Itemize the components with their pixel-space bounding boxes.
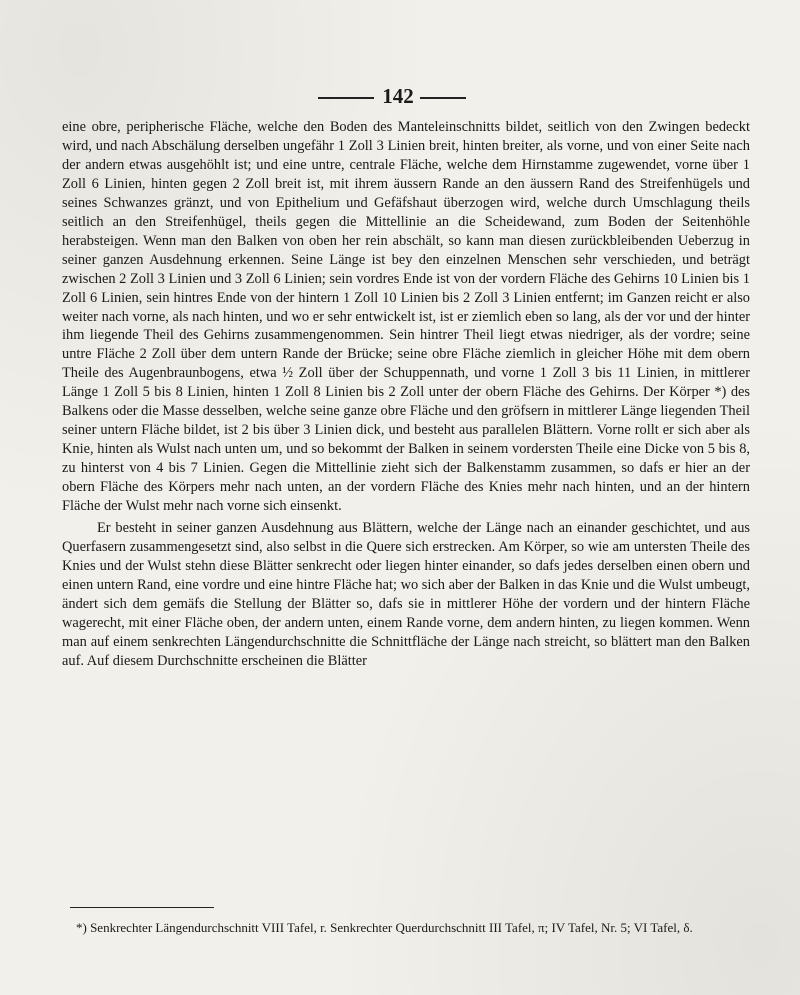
paragraph-1: eine obre, peripherische Fläche, welche den Boden des Manteleinschnitts bildet, seitlich von den Zwingen bedeckt wird, und nach Abschälung derselben ungefähr 1 Zoll 3 Linien breit, hinten breiter, als vorne, und von einer Seite nach der andern etwas ausgehöhlt ist; und eine untre, centrale Fläche, welche dem Hirnstamme zugewendet, vorne über 1 Zoll 6 Linien, hinten gegen 2 Zoll breit ist, mit ihrem äussern Rande an den äussern Rand des Streifenhügels und seines Schwanzes gränzt, und von Epithelium und Gefäfshaut überzogen wird, welche durch Umschlagung theils seitlich an den Streifenhügel, theils gegen die Mittellinie an die Scheidewand, zum Boden der Seitenhöhle herabsteigen. Wenn man den Balken von oben her rein abschält, so kann man diesen zurückbleibenden Ueberzug in seiner ganzen Ausdehnung erkennen. Seine Länge ist bey den einzelnen Menschen sehr verschieden, und beträgt zwischen 2 Zoll 3 Linien und 3 Zoll 6 Linien; sein vordres Ende ist von der vordern Fläche des Gehirns 10 Linien bis 1 Zoll 6 Linien, sein hintres Ende von der hintern 1 Zoll 10 Linien bis 2 Zoll 3 Linien entfernt; im Ganzen reicht er also weiter nach vorne, als nach hinten, und wo er sehr entwickelt ist, ist er ziemlich eben so lang, als der vor und der hinter ihm liegende Theil des Gehirns zusammengenommen. Sein hintrer Theil liegt etwas niedriger, als der vordre; seine untre Fläche 2 Zoll über dem untern Rande der Brücke; seine obre Fläche ziemlich in gleicher Höhe mit dem obern Theile des Augenbraunbogens, etwa ½ Zoll über der Schuppennath, und vorne 1 Zoll 3 bis 11 Linien, in mittlerer Länge 1 Zoll 5 bis 8 Linien, hinten 1 Zoll 8 Linien bis 2 Zoll unter der obern Fläche des Gehirns. Der Körper *) des Balkens oder die Masse desselben, welche seine ganze obre Fläche und den gröfsern in mittlerer Länge liegenden Theil seiner untern Fläche bildet, ist 2 bis über 3 Linien dick, und besteht aus parallelen Blättern. Vorne rollt er sich aber als Knie, hinten als Wulst nach unten um, und so bekommt der Balken in seinem vordersten Theile eine Dicke von 5 bis 8, zu hinterst von 4 bis 7 Linien. Gegen die Mittellinie zieht sich der Balkenstamm zusammen, so dafs er hier an der obern Fläche des Körpers mehr nach unten, an der vordern Fläche des Knies mehr nach hinten, und an der hintern Fläche der Wulst mehr nach vorne sich einsenkt. [62, 119, 750, 515]
footnote-rule [70, 907, 214, 908]
body-text [62, 118, 750, 671]
paragraph-2: Er besteht in seiner ganzen Ausdehnung aus Blättern, welche der Länge nach an einander geschichtet, und aus Querfasern zusammengesetzt sind, also selbst in die Quere sich erstrecken. Am Körper, so wie am untersten Theile des Knies und der Wulst stehn diese Blätter senkrecht oder liegen hinter einander, so dafs jedes derselben einen obern und einen untern Rand, eine vordre und eine hintre Fläche hat; wo sich aber der Balken in das Knie und die Wulst umbeugt, ändert sich dem gemäfs die Stellung der Blätter so, dafs sie in mittlerer Höhe der vordern und der hintern Fläche wagerecht, mit einer Fläche oben, der andern unten, einem Rande vorne, dem andern hinten, zu liegen kommen. Wenn man auf einem senkrechten Längendurchschnitte die Schnittfläche der Länge nach streicht, so blättert man den Balken auf. Auf diesem Durchschnitte erscheinen die Blätter [62, 520, 750, 669]
header-rule-right [420, 97, 466, 99]
footnote: *) Senkrechter Längendurchschnitt VIII Tafel, r. Senkrechter Querdurchschnitt III Tafel, π; IV Tafel, Nr. 5; VI Tafel, δ. [76, 920, 693, 935]
header-rule-left [318, 97, 374, 99]
page-number: 142 [382, 84, 414, 108]
page-header [0, 84, 800, 108]
